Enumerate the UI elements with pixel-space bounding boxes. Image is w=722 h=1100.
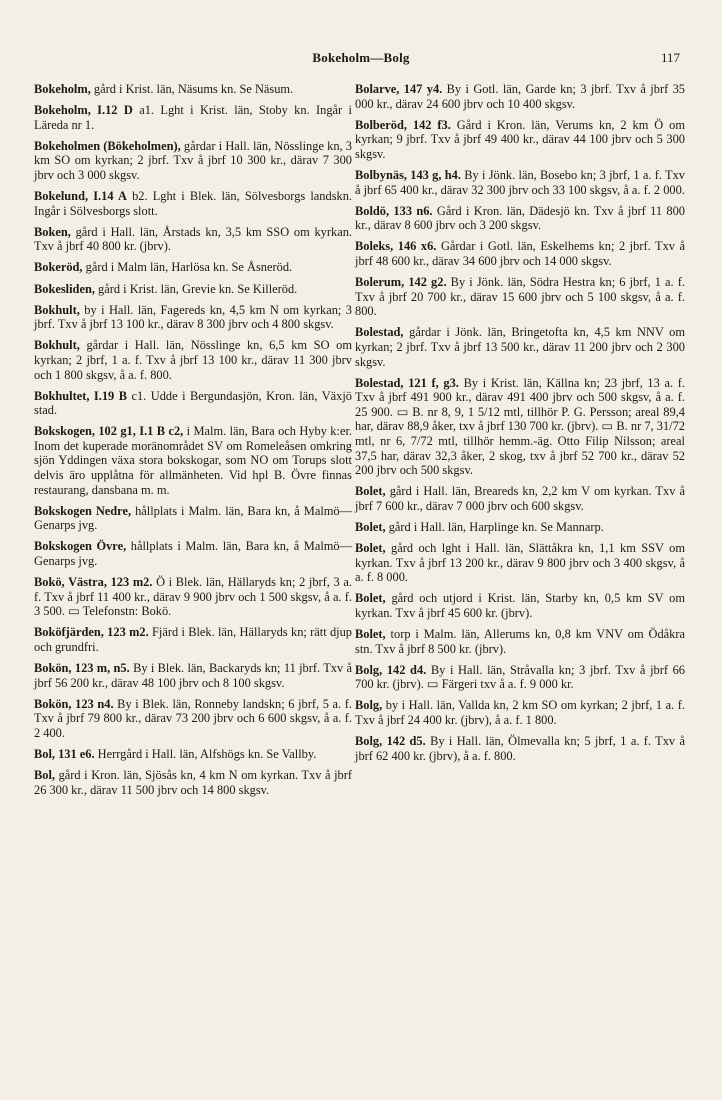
page-header bbox=[34, 50, 688, 70]
entry-text: gård i Hall. län, Årstads kn, 3,5 km SSO om kyrkan. Txv å jbrf 40 800 kr. (jbrv). bbox=[34, 224, 352, 254]
entry-text: gårdar i Hall. län, Nösslinge kn, 3 km SO om kyrkan; 2 jbrf. Txv å jbrf 10 300 kr., därav 7 300 jbrv och 3 000 skgsv. bbox=[34, 138, 352, 182]
gazetteer-entry bbox=[355, 627, 685, 656]
gazetteer-entry bbox=[355, 82, 685, 111]
entry-text: By i Hall. län, Stråvalla kn; 3 jbrf. Txv å jbrf 66 700 kr. (jbrv). ▭ Färgeri txv å a. f. 9 000 kr. bbox=[355, 662, 685, 692]
entry-headword: Bokskogen Nedre, bbox=[34, 503, 132, 518]
gazetteer-entry bbox=[355, 734, 685, 763]
gazetteer-entry bbox=[355, 118, 685, 162]
entry-text: By i Jönk. län, Bosebo kn; 3 jbrf, 1 a. f. Txv å jbrf 65 400 kr., därav 32 300 jbrv och 33 100 skgsv, å a. f. 2 000. bbox=[355, 167, 685, 197]
entry-text: gård och utjord i Krist. län, Starby kn, 0,5 km SV om kyrkan. Txv å jbrf 45 600 kr. (jbrv). bbox=[355, 591, 685, 620]
gazetteer-entry bbox=[355, 541, 685, 585]
entry-headword: Bol, bbox=[34, 768, 55, 783]
entry-text: gård och lght i Hall. län, Slättåkra kn, 1,1 km SSV om kyrkan. Txv å jbrf 13 200 kr., därav 9 800 jbrv och 3 400 skgsv, å a. f. 8 000. bbox=[355, 541, 685, 585]
entry-text: gårdar i Jönk. län, Bringetofta kn, 4,5 km NNV om kyrkan; 2 jbrf. Txv å jbrf 13 500 kr., därav 11 200 jbrv och 2 300 skgsv. bbox=[355, 325, 685, 369]
entry-text: b2. Lght i Blek. län, Sölvesborgs landskn. Ingår i Sölvesborgs slott. bbox=[34, 189, 353, 218]
entry-headword: Bokeholm, bbox=[34, 82, 91, 96]
gazetteer-entry bbox=[34, 260, 352, 275]
entry-text: hållplats i Malm. län, Bara kn, å Malmö—Genarps jvg. bbox=[34, 539, 352, 569]
entry-text: hållplats i Malm. län, Bara kn, å Malmö—Genarps jvg. bbox=[34, 503, 352, 533]
entry-headword: Bol, 131 e6. bbox=[34, 747, 95, 762]
entry-headword: Bokön, 123 m, n5. bbox=[34, 661, 130, 676]
gazetteer-entry bbox=[355, 376, 685, 478]
entry-text: gård i Kron. län, Sjösås kn, 4 km N om kyrkan. Txv å jbrf 26 300 kr., därav 11 500 jbrv och 14 800 skgsv. bbox=[34, 768, 352, 797]
entry-text: a1. Lght i Krist. län, Stoby kn. Ingår i Läreda nr 1. bbox=[34, 103, 352, 132]
entry-text: Ö i Blek. län, Hällaryds kn; 2 jbrf, 3 a. f. Txv å jbrf 11 400 kr., därav 9 900 jbrv och 1 500 skgsv, å a. f. 3 500. ▭ Telefonstn: Bokö. bbox=[34, 575, 352, 619]
gazetteer-entry bbox=[34, 338, 352, 382]
entry-headword: Bokskogen, 102 g1, I.1 B c2, bbox=[34, 424, 184, 439]
entry-text: Gård i Kron. län, Verums kn, 2 km Ö om kyrkan; 9 jbrf. Txv å jbrf 49 400 kr., därav 44 100 jbrv och 5 300 skgsv. bbox=[355, 117, 685, 161]
entry-text: By i Gotl. län, Garde kn; 3 jbrf. Txv å jbrf 35 000 kr., därav 24 600 jbrv och 10 400 skgsv. bbox=[355, 82, 685, 111]
entry-headword: Bolet, bbox=[355, 519, 386, 534]
entry-headword: Boleks, 146 x6. bbox=[355, 239, 437, 254]
entry-text: c1. Udde i Bergundasjön, Kron. län, Växjö stad. bbox=[34, 388, 353, 418]
left-column bbox=[34, 82, 352, 804]
entry-text: Gårdar i Gotl. län, Eskelhems kn; 2 jbrf. Txv å jbrf 48 600 kr., därav 34 600 jbrv och 14 000 skgsv. bbox=[355, 239, 686, 268]
gazetteer-entry bbox=[355, 591, 685, 620]
entry-text: by i Hall. län, Vallda kn, 2 km SO om kyrkan; 2 jbrf, 1 a. f. Txv å jbrf 24 400 kr. (jbrv), å a. f. 1 800. bbox=[355, 698, 685, 727]
entry-headword: Boken, bbox=[34, 224, 71, 239]
entry-headword: Bolg, 142 d4. bbox=[355, 662, 427, 677]
entry-text: By i Krist. län, Källna kn; 23 jbrf, 13 a. f. Txv å jbrf 491 900 kr., därav 491 400 jbrv och 500 skgsv, å a. f. 25 900. ▭ B. nr 8, 9, 1 5/12 mtl, tillhör P. G. Persson; areal 89,4 har, därav 88,9 åker, txv å jbrf 130 700 kr. (jbrv). ▭ B. nr 7, 31/72 mtl, nr 6, 7/72 mtl, tillhör hemm.-äg. Otto Filip Nilsson; areal 37,5 har, därav 32,3 åker, 2 skog, txv å jbrf 52 700 kr., därav 52 200 jbrv och 500 skgsv. bbox=[355, 375, 685, 478]
gazetteer-entry bbox=[355, 698, 685, 727]
gazetteer-entry bbox=[34, 575, 352, 619]
entry-text: gård i Krist. län, Grevie kn. Se Killeröd. bbox=[94, 281, 298, 296]
entry-text: i Malm. län, Bara och Hyby k:er. Inom det kuperade moränområdet SV om Romeleåsen omkring sjön Yddingen växa stora bokskogar, som NO om Torups slott delvis äro upplåtna för allmänheten. Vid hpl B. Övre finnas restaurang, dansbana m. m. bbox=[34, 424, 352, 497]
entry-text: Fjärd i Blek. län, Hällaryds kn; rätt djup och grundfri. bbox=[34, 625, 352, 654]
entry-headword: Bokön, 123 n4. bbox=[34, 696, 114, 711]
entry-headword: Bolet, bbox=[355, 484, 386, 499]
entry-text: torp i Malm. län, Allerums kn, 0,8 km VNV om Ödåkra stn. Txv å jbrf 8 500 kr. (jbrv). bbox=[355, 627, 685, 656]
entry-text: By i Jönk. län, Södra Hestra kn; 6 jbrf, 1 a. f. Txv å jbrf 20 700 kr., därav 15 600 jbrv och 5 100 skgsv, å a. f. 800. bbox=[355, 275, 686, 319]
entry-text: gård i Krist. län, Näsums kn. Se Näsum. bbox=[90, 82, 294, 96]
gazetteer-entry bbox=[34, 303, 352, 332]
entry-text: by i Hall. län, Fagereds kn, 4,5 km N om kyrkan; 3 jbrf. Txv å jbrf 13 100 kr., därav 8 300 jbrv och 4 800 skgsv. bbox=[34, 302, 352, 332]
page-number: 117 bbox=[660, 50, 680, 65]
gazetteer-entry bbox=[34, 661, 352, 690]
entry-headword: Bokskogen Övre, bbox=[34, 539, 127, 554]
entry-text: gård i Malm län, Harlösa kn. Se Åsneröd. bbox=[82, 260, 293, 275]
entry-text: Gård i Kron. län, Dädesjö kn. Txv å jbrf 11 800 kr., därav 8 600 jbrv och 3 200 skgsv. bbox=[355, 203, 685, 233]
entry-headword: Boldö, 133 n6. bbox=[355, 203, 433, 218]
entry-headword: Bolet, bbox=[355, 591, 386, 606]
gazetteer-entry bbox=[355, 484, 685, 513]
entry-headword: Bokelund, I.14 A bbox=[34, 189, 127, 204]
entry-headword: Bokeröd, bbox=[34, 260, 83, 275]
entry-headword: Bolg, bbox=[355, 698, 383, 713]
entry-headword: Bolberöd, 142 f3. bbox=[355, 117, 451, 132]
entry-headword: Bokö, Västra, 123 m2. bbox=[34, 575, 153, 590]
gazetteer-entry bbox=[34, 625, 352, 654]
gazetteer-entry bbox=[34, 539, 352, 568]
entry-headword: Bolbynäs, 143 g, h4. bbox=[355, 167, 461, 182]
gazetteer-entry bbox=[34, 504, 352, 533]
gazetteer-entry bbox=[34, 82, 352, 97]
gazetteer-entry bbox=[34, 389, 352, 418]
entry-headword: Bolestad, 121 f, g3. bbox=[355, 375, 459, 390]
entry-headword: Bolg, 142 d5. bbox=[355, 734, 426, 749]
entry-text: gårdar i Hall. län, Nösslinge kn, 6,5 km SO om kyrkan; 2 jbrf, 1 a. f. Txv å jbrf 13 100 kr., därav 11 300 jbrv och 1 800 skgsv, å a. f. 800. bbox=[34, 338, 352, 382]
gazetteer-entry bbox=[355, 520, 685, 535]
gazetteer-entry bbox=[34, 225, 352, 254]
right-column bbox=[355, 82, 685, 770]
gazetteer-entry bbox=[355, 239, 685, 268]
gazetteer-entry bbox=[34, 424, 352, 497]
gazetteer-entry bbox=[34, 697, 352, 741]
entry-headword: Bolet, bbox=[355, 627, 386, 641]
running-title: Bokeholm—Bolg bbox=[312, 50, 410, 65]
entry-headword: Boköfjärden, 123 m2. bbox=[34, 625, 149, 640]
entry-headword: Bolarve, 147 y4. bbox=[355, 82, 443, 96]
entry-headword: Bokhult, bbox=[34, 302, 80, 317]
entry-headword: Bolestad, bbox=[355, 325, 404, 340]
entry-text: gård i Hall. län, Breareds kn, 2,2 km V om kyrkan. Txv å jbrf 7 600 kr., därav 7 000 jbrv och 600 skgsv. bbox=[355, 484, 685, 513]
entry-headword: Bokhultet, I.19 B bbox=[34, 388, 127, 403]
gazetteer-entry bbox=[34, 768, 352, 797]
gazetteer-entry bbox=[34, 747, 352, 762]
entry-headword: Bolerum, 142 g2. bbox=[355, 275, 447, 290]
gazetteer-entry bbox=[355, 663, 685, 692]
entry-text: gård i Hall. län, Harplinge kn. Se Mannarp. bbox=[385, 519, 604, 534]
entry-headword: Bokeholm, I.12 D bbox=[34, 103, 133, 118]
entry-text: Herrgård i Hall. län, Alfshögs kn. Se Vallby. bbox=[94, 747, 317, 762]
entry-headword: Bokeholmen (Bökeholmen), bbox=[34, 138, 181, 153]
gazetteer-entry bbox=[355, 275, 685, 319]
gazetteer-entry bbox=[355, 168, 685, 197]
entry-text: By i Blek. län, Backaryds kn; 11 jbrf. Txv å jbrf 56 200 kr., därav 48 100 jbrv och 8 100 skgsv. bbox=[34, 661, 352, 690]
entry-text: By i Blek. län, Ronneby landskn; 6 jbrf, 5 a. f. Txv å jbrf 79 800 kr., därav 73 200 jbrv och 6 600 skgsv, å a. f. 2 400. bbox=[34, 696, 352, 740]
entry-headword: Bolet, bbox=[355, 541, 386, 556]
gazetteer-entry bbox=[355, 325, 685, 369]
gazetteer-entry bbox=[34, 139, 352, 183]
gazetteer-entry bbox=[34, 103, 352, 132]
gazetteer-entry bbox=[34, 282, 352, 297]
entry-text: By i Hall. län, Ölmevalla kn; 5 jbrf, 1 a. f. Txv å jbrf 62 400 kr. (jbrv), å a. f. 800. bbox=[355, 734, 685, 763]
gazetteer-entry bbox=[355, 204, 685, 233]
entry-headword: Bokhult, bbox=[34, 338, 80, 353]
entry-headword: Bokesliden, bbox=[34, 281, 95, 296]
gazetteer-entry bbox=[34, 189, 352, 218]
